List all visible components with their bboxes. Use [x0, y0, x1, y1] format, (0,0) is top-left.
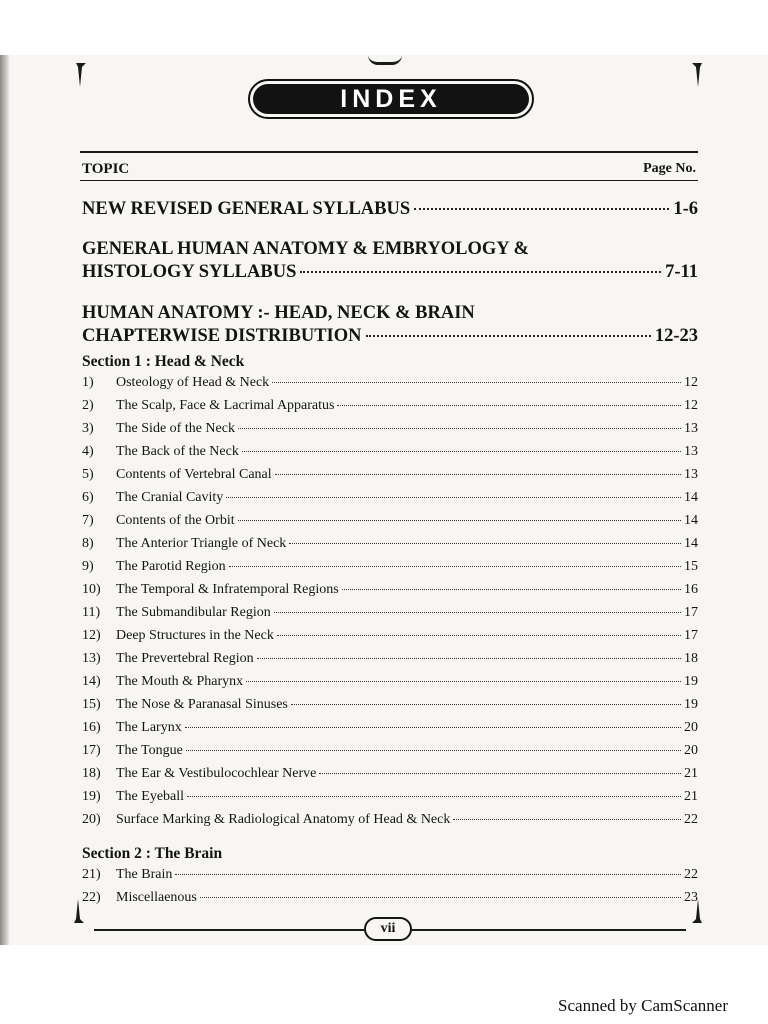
toc-page: 14 — [684, 490, 698, 505]
main-entry-line — [82, 198, 698, 221]
toc-title: The Temporal & Infratemporal Regions — [116, 582, 339, 597]
scanned-page — [0, 55, 768, 945]
toc-row — [82, 536, 698, 558]
header-rule — [80, 151, 698, 153]
section-heading: Section 1 : Head & Neck — [82, 353, 245, 370]
toc-title: The Eyeball — [116, 789, 185, 804]
dot-leader — [187, 796, 681, 797]
toc-row — [82, 674, 698, 696]
dot-leader — [242, 451, 681, 452]
dot-leader — [238, 520, 681, 521]
dot-leader — [289, 543, 681, 544]
toc-number: 5) — [82, 467, 94, 482]
dot-leader — [337, 405, 681, 406]
toc-page: 21 — [684, 766, 698, 781]
page-title: INDEX — [340, 84, 442, 113]
toc-title: The Tongue — [116, 743, 183, 758]
toc-title: The Back of the Neck — [116, 444, 239, 459]
toc-row — [82, 605, 698, 627]
toc-row — [82, 812, 698, 834]
toc-row — [82, 789, 698, 811]
dot-leader — [342, 589, 681, 590]
toc-row — [82, 444, 698, 466]
footer-rule-right — [412, 929, 686, 931]
main-entry — [82, 302, 698, 348]
toc-page: 16 — [684, 582, 698, 597]
toc-number: 21) — [82, 867, 101, 882]
topic-column-label: TOPIC — [82, 161, 130, 177]
toc-number: 3) — [82, 421, 94, 436]
toc-page: 17 — [684, 605, 698, 620]
dot-leader — [226, 497, 681, 498]
toc-page: 23 — [684, 890, 698, 905]
toc-title: Deep Structures in the Neck — [116, 628, 274, 643]
dot-leader — [319, 773, 681, 774]
toc-page: 20 — [684, 720, 698, 735]
dot-leader — [274, 612, 681, 613]
dot-leader — [200, 897, 681, 898]
toc-page: 13 — [684, 421, 698, 436]
toc-number: 19) — [82, 789, 101, 804]
toc-page: 19 — [684, 674, 698, 689]
toc-row — [82, 628, 698, 650]
dot-leader — [238, 428, 681, 429]
toc-number: 17) — [82, 743, 101, 758]
toc-title: Contents of the Orbit — [116, 513, 235, 528]
dot-leader — [275, 474, 681, 475]
toc-number: 7) — [82, 513, 94, 528]
main-entry-page: 7-11 — [665, 262, 698, 282]
toc-number: 20) — [82, 812, 101, 827]
toc-title: Osteology of Head & Neck — [116, 375, 270, 390]
toc-page: 12 — [684, 398, 698, 413]
toc-title: The Scalp, Face & Lacrimal Apparatus — [116, 398, 335, 413]
main-entry-line — [82, 261, 698, 284]
index-title-badge-fill — [253, 84, 529, 114]
toc-title: The Mouth & Pharynx — [116, 674, 244, 689]
main-entry-title-line: HUMAN ANATOMY :- HEAD, NECK & BRAIN — [82, 303, 475, 323]
dot-leader — [414, 208, 669, 210]
toc-row — [82, 582, 698, 604]
main-entry-title-line: GENERAL HUMAN ANATOMY & EMBRYOLOGY & — [82, 239, 529, 259]
toc-number: 11) — [82, 605, 101, 620]
toc-title: The Ear & Vestibulocochlear Nerve — [116, 766, 317, 781]
toc-title: The Prevertebral Region — [116, 651, 254, 666]
toc-row — [82, 375, 698, 397]
main-entry-title: CHAPTERWISE DISTRIBUTION — [82, 326, 362, 346]
toc-title: The Brain — [116, 867, 173, 882]
top-ornament — [368, 55, 402, 65]
toc-page: 22 — [684, 812, 698, 827]
toc-page: 20 — [684, 743, 698, 758]
main-entry-line — [82, 325, 698, 348]
toc-row — [82, 867, 698, 889]
toc-row — [82, 398, 698, 420]
toc-row — [82, 559, 698, 581]
toc-title: The Nose & Paranasal Sinuses — [116, 697, 288, 712]
toc-title: The Submandibular Region — [116, 605, 271, 620]
toc-page: 12 — [684, 375, 698, 390]
toc-page: 21 — [684, 789, 698, 804]
page-number: vii — [380, 921, 396, 936]
dot-leader — [175, 874, 681, 875]
toc-number: 10) — [82, 582, 101, 597]
page-number-badge — [364, 917, 412, 941]
toc-title: Surface Marking & Radiological Anatomy of Head & Neck — [116, 812, 451, 827]
toc-page: 13 — [684, 444, 698, 459]
dot-leader — [186, 750, 681, 751]
toc-number: 18) — [82, 766, 101, 781]
toc-page: 22 — [684, 867, 698, 882]
dot-leader — [185, 727, 681, 728]
column-header-rule — [80, 180, 698, 181]
dot-leader — [257, 658, 681, 659]
main-entry — [82, 238, 698, 284]
toc-row — [82, 513, 698, 535]
toc-number: 12) — [82, 628, 101, 643]
toc-page: 14 — [684, 536, 698, 551]
toc-row — [82, 890, 698, 912]
toc-title: The Parotid Region — [116, 559, 226, 574]
footer-rule-left — [94, 929, 364, 931]
page-no-column-label: Page No. — [643, 161, 696, 176]
corner-ornament-top-right — [690, 61, 704, 89]
dot-leader — [300, 271, 661, 273]
main-entry — [82, 198, 698, 221]
toc-number: 2) — [82, 398, 94, 413]
dot-leader — [366, 335, 651, 337]
toc-number: 22) — [82, 890, 101, 905]
toc-number: 15) — [82, 697, 101, 712]
toc-page: 14 — [684, 513, 698, 528]
toc-page: 18 — [684, 651, 698, 666]
toc-row — [82, 421, 698, 443]
toc-row — [82, 720, 698, 742]
toc-page: 13 — [684, 467, 698, 482]
toc-title: The Cranial Cavity — [116, 490, 224, 505]
main-entry-title: HISTOLOGY SYLLABUS — [82, 262, 297, 282]
toc-page: 15 — [684, 559, 698, 574]
toc-row — [82, 697, 698, 719]
dot-leader — [229, 566, 681, 567]
toc-title: Contents of Vertebral Canal — [116, 467, 272, 482]
toc-number: 6) — [82, 490, 94, 505]
main-entry-page: 1-6 — [673, 199, 698, 219]
toc-row — [82, 651, 698, 673]
toc-number: 4) — [82, 444, 94, 459]
dot-leader — [291, 704, 681, 705]
toc-number: 8) — [82, 536, 94, 551]
toc-page: 19 — [684, 697, 698, 712]
dot-leader — [277, 635, 681, 636]
main-entry-page: 12-23 — [654, 326, 698, 346]
main-entry-title: NEW REVISED GENERAL SYLLABUS — [82, 199, 411, 219]
dot-leader — [272, 382, 681, 383]
toc-page: 17 — [684, 628, 698, 643]
corner-ornament-top-left — [74, 61, 88, 89]
toc-title: Miscellaenous — [116, 890, 197, 905]
toc-number: 14) — [82, 674, 101, 689]
section-heading: Section 2 : The Brain — [82, 845, 223, 862]
toc-row — [82, 743, 698, 765]
toc-row — [82, 766, 698, 788]
toc-number: 13) — [82, 651, 101, 666]
page-edge-shadow — [0, 55, 10, 945]
toc-title: The Larynx — [116, 720, 182, 735]
index-title-badge — [248, 79, 534, 119]
toc-row — [82, 467, 698, 489]
toc-title: The Side of the Neck — [116, 421, 235, 436]
toc-title: The Anterior Triangle of Neck — [116, 536, 287, 551]
dot-leader — [453, 819, 681, 820]
toc-number: 9) — [82, 559, 94, 574]
toc-number: 16) — [82, 720, 101, 735]
toc-row — [82, 490, 698, 512]
toc-number: 1) — [82, 375, 94, 390]
dot-leader — [246, 681, 681, 682]
scanner-watermark: Scanned by CamScanner — [558, 996, 728, 1015]
